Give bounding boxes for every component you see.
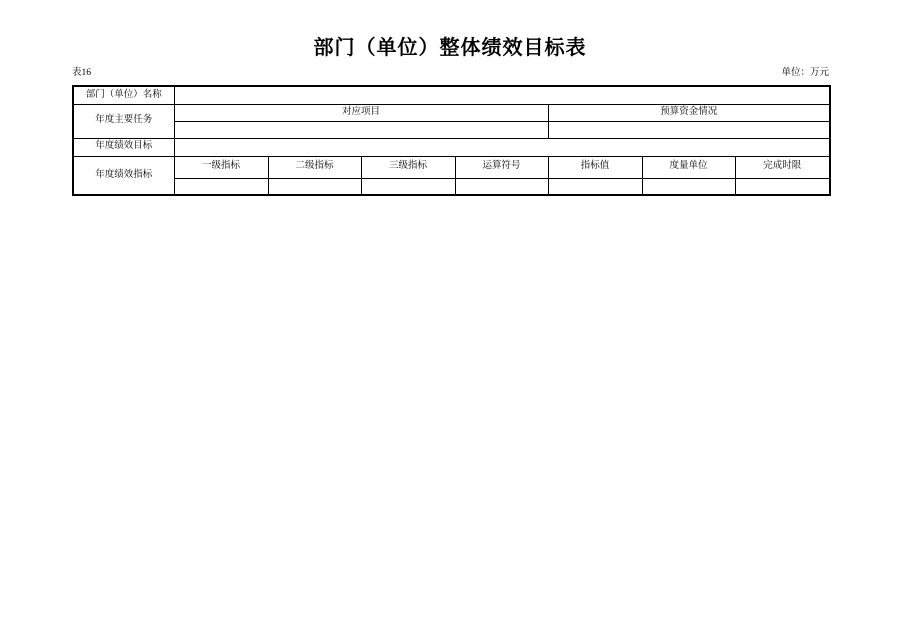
row-dept-name bbox=[73, 86, 830, 104]
indicator-header-level1-cell: 一级指标 bbox=[174, 156, 268, 178]
indicator-value-level2-cell bbox=[268, 178, 361, 195]
row-annual-tasks-2 bbox=[73, 121, 830, 138]
indicator-value-unit-cell bbox=[642, 178, 735, 195]
table-number-label: 表16 bbox=[72, 68, 92, 78]
budget-funds-header-cell: 预算资金情况 bbox=[548, 104, 830, 121]
indicator-header-value-cell: 指标值 bbox=[548, 156, 642, 178]
table-meta-row bbox=[72, 64, 829, 78]
project-value-cell bbox=[174, 121, 548, 138]
project-label-cell: 对应项目 bbox=[174, 104, 548, 121]
page-title: 部门（单位）整体绩效目标表 bbox=[313, 37, 587, 59]
dept-name-label-cell: 部门（单位）名称 bbox=[73, 86, 174, 104]
performance-target-table bbox=[72, 85, 831, 196]
indicator-value-operator-cell bbox=[455, 178, 548, 195]
annual-tasks-label-cell: 年度主要任务 bbox=[73, 104, 174, 138]
indicator-value-value-cell bbox=[548, 178, 642, 195]
indicator-value-deadline-cell bbox=[735, 178, 830, 195]
indicator-header-level2-cell: 二级指标 bbox=[268, 156, 361, 178]
indicator-value-level3-cell bbox=[361, 178, 455, 195]
annual-target-value-cell bbox=[174, 138, 830, 156]
annual-indicators-label-cell: 年度绩效指标 bbox=[73, 156, 174, 195]
indicator-header-unit-cell: 度量单位 bbox=[642, 156, 735, 178]
row-annual-target bbox=[73, 138, 830, 156]
indicator-header-operator-cell: 运算符号 bbox=[455, 156, 548, 178]
annual-target-label-cell: 年度绩效目标 bbox=[73, 138, 174, 156]
indicator-value-level1-cell bbox=[174, 178, 268, 195]
unit-note-label: 单位：万元 bbox=[781, 68, 829, 78]
row-indicator-headers bbox=[73, 156, 830, 178]
row-annual-tasks-1 bbox=[73, 104, 830, 121]
row-indicator-values bbox=[73, 178, 830, 195]
indicator-header-level3-cell: 三级指标 bbox=[361, 156, 455, 178]
budget-funds-value-cell bbox=[548, 121, 830, 138]
indicator-header-deadline-cell: 完成时限 bbox=[735, 156, 830, 178]
dept-name-value-cell bbox=[174, 86, 830, 104]
